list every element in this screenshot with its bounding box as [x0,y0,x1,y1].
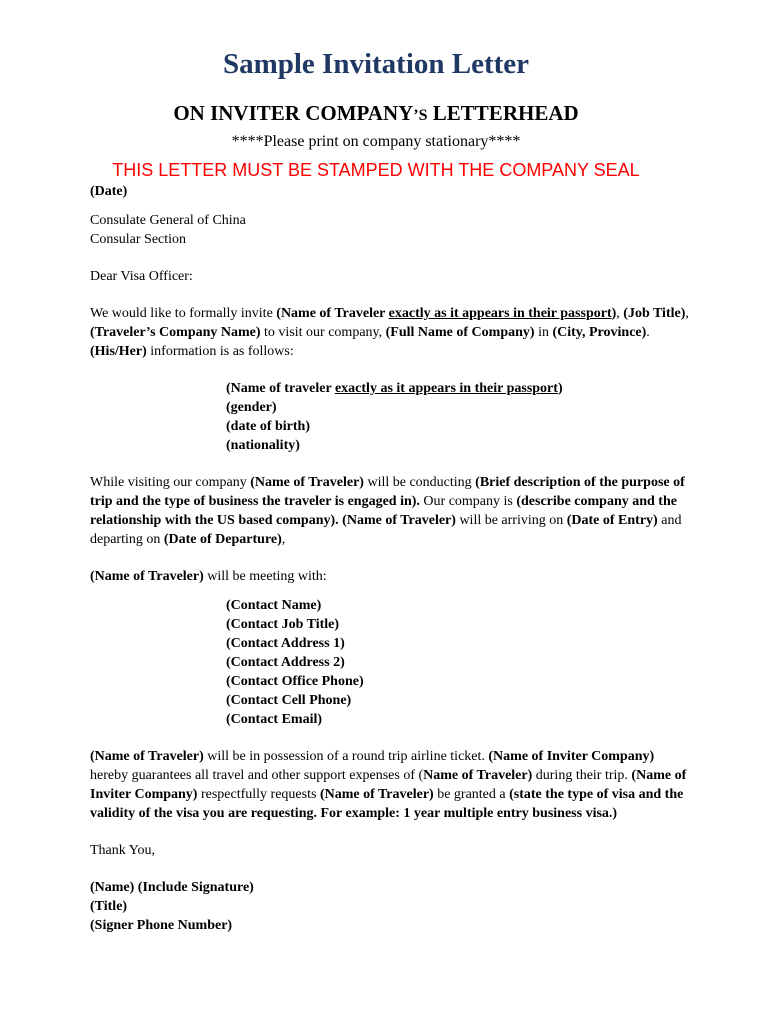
signature-name-line: (Name) (Include Signature) [90,880,254,895]
traveler-info-list [90,379,690,455]
paragraph-segment: (state the type of visa and the validity of the visa you are requesting. For example: 1 year multiple entry business visa.) [90,787,684,821]
paragraph-segment: during their trip. [532,768,632,783]
letter-body [90,182,690,935]
recipient-line: Consulate General of China [90,213,246,228]
paragraph-segment: (Name of Inviter Company) [488,749,655,764]
traveler-field: (gender) [226,400,277,415]
contact-list [90,596,690,729]
recipient-line: Consular Section [90,232,187,247]
paragraph-segment: ) [611,306,617,321]
salutation: Dear Visa Officer: [90,269,193,284]
paragraph-segment: (Name of Traveler) [342,513,456,528]
paragraph-segment: (Name of Traveler) [90,749,204,764]
paragraph-segment: in [534,325,553,340]
paragraph-segment: information is as follows: [146,344,294,359]
contact-field: (Contact Office Phone) [226,674,364,689]
paragraph-segment: (Full Name of Company) [385,325,535,340]
seal-warning: THIS LETTER MUST BE STAMPED WITH THE COMPANY SEAL [112,160,640,180]
meeting-text: will be meeting with: [203,569,327,584]
paragraph-segment: and departing on [90,513,682,547]
paragraph-segment: While visiting our company [90,475,251,490]
traveler-name-prefix: (Name of traveler [226,381,335,396]
contact-field: (Contact Cell Phone) [226,693,352,708]
paragraph-segment: be granted a [433,787,510,802]
paragraph-segment: (City, Province) [552,325,647,340]
paragraph-segment: (His/Her) [90,344,147,359]
closing-line: Thank You, [90,843,155,858]
paragraph-segment: (Date of Entry) [566,513,658,528]
paragraph-segment: (describe company and the relationship with the US based company). [90,494,677,528]
paragraph-segment: to visit our company, [260,325,386,340]
contact-field: (Contact Name) [226,598,322,613]
paragraph-segment: (Name of Inviter Company) [90,768,687,802]
paragraph-segment: , [281,532,286,547]
traveler-name-underline: exactly as it appears in their passport [334,381,558,396]
contact-field: (Contact Address 2) [226,655,345,670]
paragraph-segment: respectfully requests [197,787,320,802]
meeting-line [90,567,690,586]
guarantee-paragraph [90,747,690,823]
paragraph-segment: (Job Title) [623,306,686,321]
paragraph-segment: (Traveler’s Company Name) [90,325,261,340]
paragraph-segment: Our company is [419,494,517,509]
paragraph-segment: (Brief description of the purpose of trip and the type of business the traveler is engaged in). [90,475,685,509]
paragraph-segment: Name of Traveler) [423,768,533,783]
signature-phone-line: (Signer Phone Number) [90,918,233,933]
stationary-note: ****Please print on company stationary**** [231,133,521,150]
paragraph-segment: (Date of Departure) [163,532,282,547]
letterhead-heading-apostrophe: ’S [413,107,428,124]
contact-field: (Contact Job Title) [226,617,340,632]
contact-field: (Contact Address 1) [226,636,345,651]
date-line: (Date) [90,184,128,199]
traveler-field: (nationality) [226,438,300,453]
invite-paragraph [90,304,690,361]
letterhead-heading-part2: LETTERHEAD [427,101,579,125]
paragraph-segment: We would like to formally invite [90,306,277,321]
document-title: Sample Invitation Letter [222,48,530,80]
letterhead-heading-part1: ON INVITER COMPANY [173,101,414,125]
paragraph-segment: . [646,325,650,340]
paragraph-segment: , [616,306,624,321]
paragraph-segment: , [685,306,689,321]
visit-paragraph [90,473,690,549]
paragraph-segment: exactly as it appears in their passport [388,306,612,321]
paragraph-segment: (Name of Traveler) [250,475,364,490]
traveler-name-field [226,379,690,398]
letterhead-heading [0,98,752,131]
meeting-traveler-name: (Name of Traveler) [90,569,204,584]
traveler-name-suffix: ) [557,381,563,396]
contact-field: (Contact Email) [226,712,323,727]
paragraph-segment: (Name of Traveler) [319,787,434,802]
paragraph-segment: will be in possession of a round trip airline ticket. [203,749,489,764]
paragraph-segment: hereby guarantees all travel and other support expenses of ( [90,768,424,783]
traveler-field: (date of birth) [226,419,310,434]
paragraph-segment: (Name of Traveler [276,306,389,321]
paragraph-segment: will be arriving on [455,513,567,528]
paragraph-segment: will be conducting [363,475,476,490]
signature-title-line: (Title) [90,899,128,914]
